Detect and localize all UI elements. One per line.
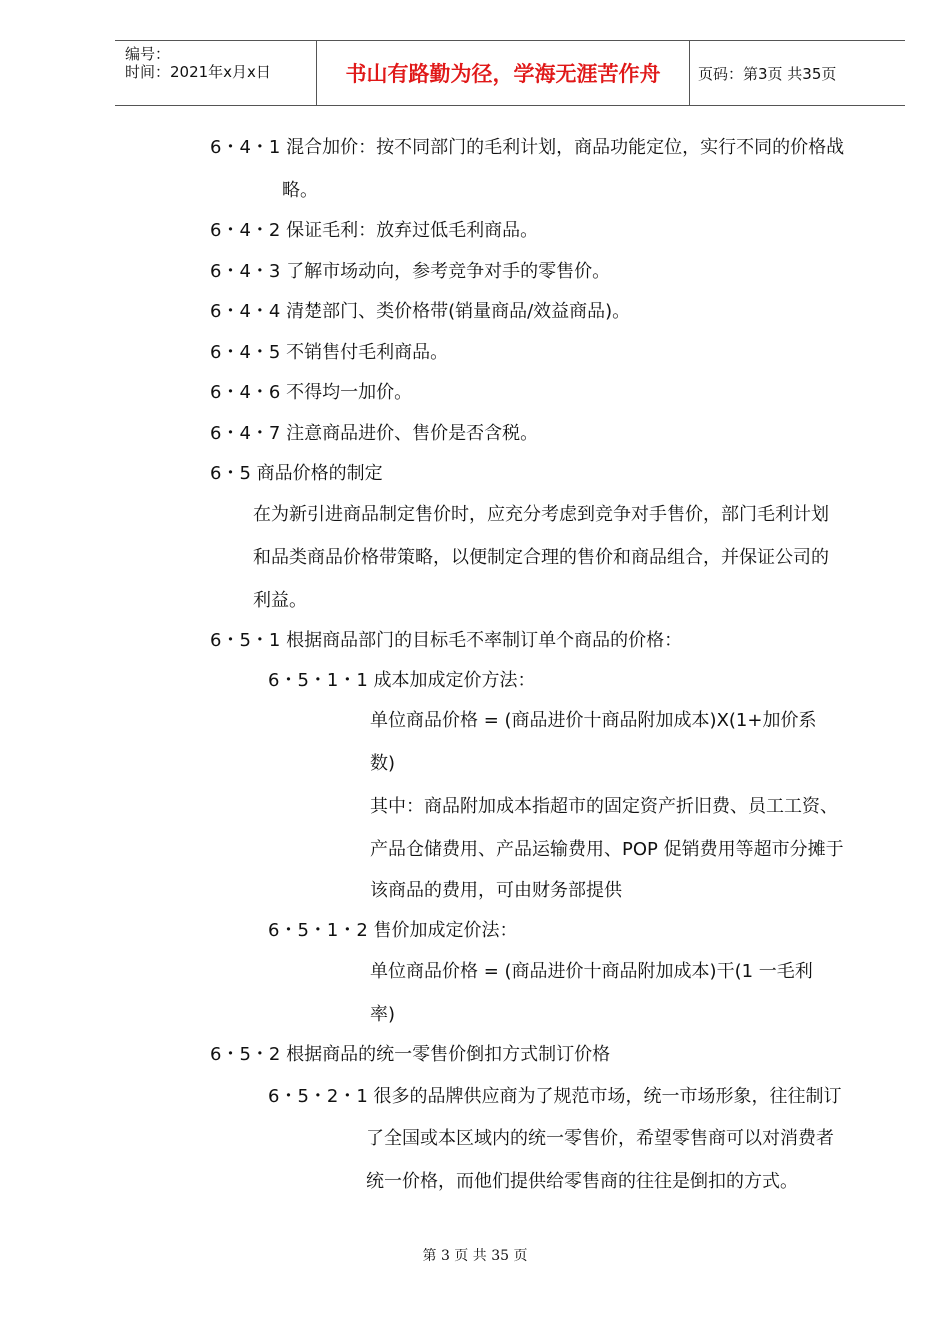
text-line: 6・4・6 不得均一加价。: [210, 382, 413, 403]
text-line: 6・4・2 保证毛利：放弃过低毛利商品。: [210, 220, 539, 241]
document-number-label: 编号：: [125, 45, 171, 63]
text-line: 产品仓储费用、产品运输费用、POP 促销费用等超市分摊于: [370, 839, 844, 860]
text-line: 略。: [282, 180, 318, 201]
text-line: 和品类商品价格带策略，以便制定合理的售价和商品组合，并保证公司的: [253, 547, 829, 568]
page-header: [115, 40, 905, 106]
formula-line: 单位商品价格 = (商品进价十商品附加成本)干(1 一毛利: [370, 961, 813, 982]
text-line: 6・5・2・1 很多的品牌供应商为了规范市场，统一市场形象，往往制订: [268, 1086, 842, 1107]
formula-line: 单位商品价格 = (商品进价十商品附加成本)X(1+加价系: [370, 710, 817, 731]
document-time-label: 时间：2021年x月x日: [125, 63, 271, 81]
text-line: 在为新引进商品制定售价时，应充分考虑到竞争对手售价，部门毛利计划: [253, 504, 829, 525]
formula-line: 率): [370, 1004, 396, 1025]
header-meta-cell: [115, 41, 316, 105]
header-motto-cell: [316, 41, 690, 105]
text-line: 了全国或本区域内的统一零售价，希望零售商可以对消费者: [366, 1128, 834, 1149]
section-heading: 6・5 商品价格的制定: [210, 463, 383, 484]
page-footer: 第 3 页 共 35 页: [422, 1248, 528, 1264]
text-line: 其中：商品附加成本指超市的固定资产折旧费、员工工资、: [370, 796, 838, 817]
text-line: 6・4・3 了解市场动向，参考竞争对手的零售价。: [210, 261, 611, 282]
text-line: 6・5・2 根据商品的统一零售价倒扣方式制订价格: [210, 1044, 611, 1065]
header-page-info: 页码：第3页 共35页: [698, 64, 837, 83]
text-line: 6・4・4 清楚部门、类价格带(销量商品/效益商品)。: [210, 301, 631, 322]
text-line: 6・4・7 注意商品进价、售价是否含税。: [210, 423, 539, 444]
text-line: 该商品的费用，可由财务部提供: [370, 880, 622, 901]
text-line: 6・4・1 混合加价：按不同部门的毛利计划，商品功能定位，实行不同的价格战: [210, 137, 845, 158]
text-line: 6・5・1・1 成本加成定价方法：: [268, 670, 536, 691]
header-page-cell: [690, 41, 905, 105]
text-line: 统一价格，而他们提供给零售商的往往是倒扣的方式。: [366, 1171, 798, 1192]
text-line: 6・5・1 根据商品部门的目标毛不率制订单个商品的价格：: [210, 630, 683, 651]
formula-line: 数): [370, 753, 396, 774]
text-line: 利益。: [253, 590, 307, 611]
text-line: 6・5・1・2 售价加成定价法：: [268, 920, 518, 941]
text-line: 6・4・5 不销售付毛利商品。: [210, 342, 449, 363]
header-motto: 书山有路勤为径，学海无涯苦作舟: [345, 61, 661, 86]
